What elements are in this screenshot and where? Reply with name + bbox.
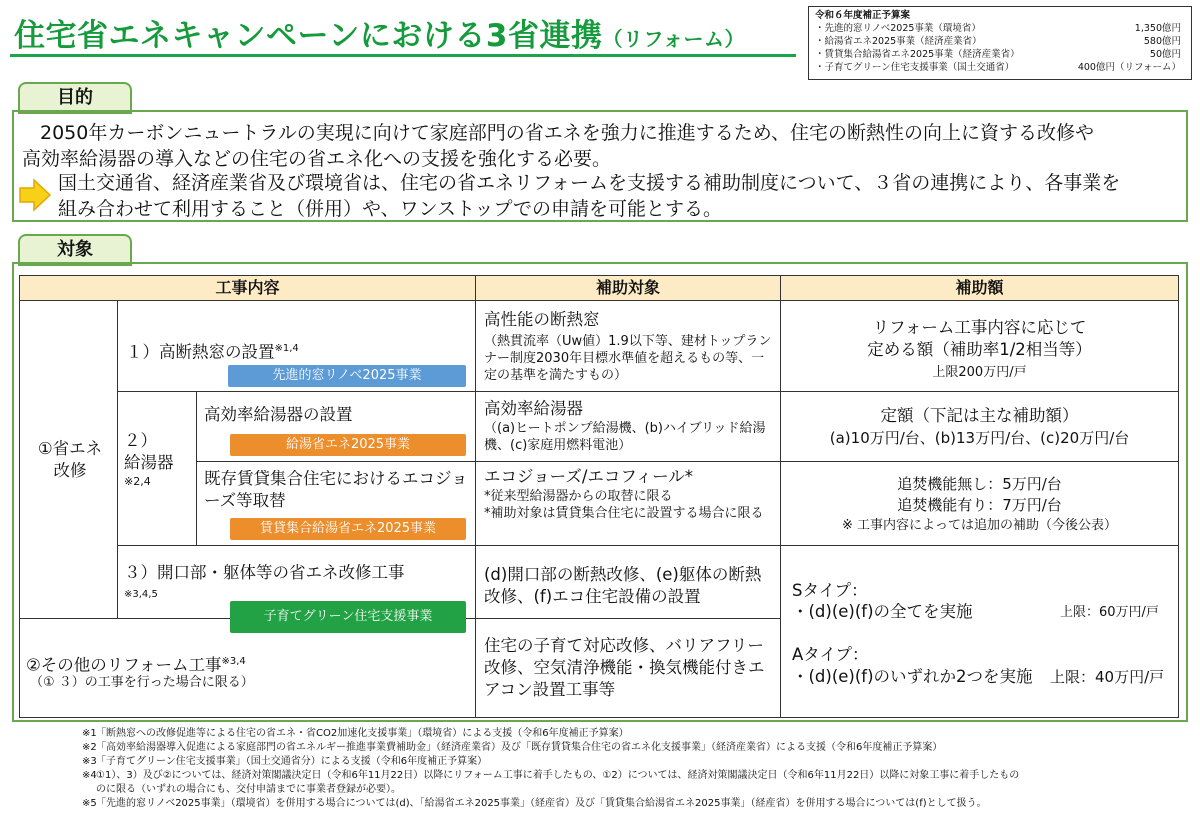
row4-note: （① ３）の工事を行った場合に限る） bbox=[30, 675, 254, 690]
target-tab: 対象 bbox=[18, 234, 132, 266]
badge-water-heater: 給湯省エネ2025事業 bbox=[230, 434, 466, 456]
purpose-line-1: 2050年カーボンニュートラルの実現に向けて家庭部門の省エネを強力に推進するため、住宅の断熱性の向上に資する改修や bbox=[40, 122, 1095, 144]
row3-subject: (d)開口部の断熱改修、(e)躯体の断熱改修、(f)エコ住宅設備の設置 bbox=[484, 565, 762, 606]
grid-line bbox=[19, 275, 20, 718]
row4-work: ②その他のリフォーム工事$^{※3,4}$ bbox=[26, 655, 246, 675]
footnote: ※3 「子育てグリーン住宅支援事業」（国土交通省分）による支援（令和6年度補正予算案） bbox=[82, 756, 488, 767]
row2b-work: 既存賃貸集合住宅におけるエコジョーズ等取替 bbox=[204, 469, 468, 510]
row1-work: １）高断熱窓の設置$^{※1,4}$ bbox=[126, 342, 299, 362]
row1-amount-3: 上限200万円/戸 bbox=[932, 365, 1027, 380]
footnote: ※2 「高効率給湯器導入促進による家庭部門の省エネルギー推進事業費補助金」（経済産業省）及び「既存賃貸集合住宅の省エネ化支援事業」（経済産業省）による支援（令和6年度補正予算案） bbox=[82, 742, 943, 753]
footnote: ※4 ①1）、3）及び②については、経済対策閣議決定日（令和6年11月22日）以降にリフォーム工事に着手したもの、①2）については、経済対策閣議決定日（令和6年11月22日）以降に対象工事に着手したもの bbox=[82, 770, 1020, 781]
badge-rental-water-heater: 賃貸集合給湯省エネ2025事業 bbox=[230, 518, 466, 540]
page-subtitle: （リフォーム） bbox=[602, 27, 745, 51]
s-type-limit: 上限：60万円/戸 bbox=[1060, 605, 1159, 620]
budget-heading: 令和６年度補正予算案 bbox=[815, 10, 911, 21]
row2a-subject-detail: （(a)ヒートポンプ給湯機、(b)ハイブリッド給湯機、(c)家庭用燃料電池） bbox=[484, 421, 766, 453]
grid-line bbox=[117, 545, 1179, 546]
header-work: 工事内容 bbox=[20, 276, 475, 300]
a-type-desc: ・(d)(e)(f)のいずれか2つを実施 bbox=[792, 667, 1033, 686]
row1-amount-1: リフォーム工事内容に応じて bbox=[872, 318, 1087, 337]
header-amount: 補助額 bbox=[781, 276, 1178, 300]
row2b-amount-1: 追焚機能無し：5万円/台 bbox=[897, 475, 1062, 493]
badge-window-renovation: 先進的窓リノベ2025事業 bbox=[228, 365, 466, 387]
row2b-subject-title: エコジョーズ/エコフィール* bbox=[484, 467, 694, 486]
row2a-subject-title: 高効率給湯器 bbox=[484, 399, 583, 418]
row2b-amount-2: 追焚機能有り：7万円/台 bbox=[897, 496, 1062, 514]
grid-line bbox=[117, 391, 1179, 392]
group2-label-2: 給湯器 bbox=[124, 453, 174, 472]
grid-line bbox=[196, 391, 197, 545]
row1-subject-title: 高性能の断熱窓 bbox=[484, 310, 600, 329]
grid-line bbox=[196, 461, 1179, 462]
badge-child-green-housing: 子育てグリーン住宅支援事業 bbox=[230, 601, 466, 633]
footnote: ※5 「先進的窓リノベ2025事業」（環境省）を併用する場合については(d)、「給湯省エネ2025事業」（経産省）及び「賃貸集合給湯省エネ2025事業」（経産省）を併用する場合については(f)として扱う。 bbox=[82, 798, 987, 809]
row1-subject-detail: （熱貫流率（Uw値）1.9以下等、建材トップランナー制度2030年目標水準値を超えるもの等、一定の基準を満たすもの） bbox=[484, 334, 772, 383]
grid-line bbox=[1178, 275, 1179, 718]
purpose-line-4: 組み合わせて利用すること（併用）や、ワンストップでの申請を可能とする。 bbox=[58, 198, 723, 220]
grid-line bbox=[19, 717, 1179, 718]
footnote: ※1 「断熱窓への改修促進等による住宅の省エネ・省CO2加速化支援事業」（環境省）による支援（令和6年度補正予算案） bbox=[82, 728, 629, 739]
group2-sup: ※2,4 bbox=[124, 475, 151, 488]
purpose-line-3: 国土交通省、経済産業省及び環境省は、住宅の省エネリフォームを支援する補助制度について、３省の連携により、各事業を bbox=[58, 172, 1121, 194]
page-title: 住宅省エネキャンペーンにおける3省連携（リフォーム） bbox=[14, 18, 745, 54]
s-type-label: Sタイプ： bbox=[792, 581, 868, 600]
row2b-subject-note-1: *従来型給湯器からの取替に限る bbox=[484, 489, 673, 504]
row2a-work: 高効率給湯器の設置 bbox=[204, 405, 353, 424]
s-type-desc: ・(d)(e)(f)の全てを実施 bbox=[792, 602, 973, 621]
grid-line bbox=[19, 300, 1179, 301]
group-energy-renovation: ①省エネ 改修 bbox=[37, 439, 103, 480]
row1-amount-2: 定める額（補助率1/2相当等） bbox=[867, 340, 1092, 359]
a-type-label: Aタイプ： bbox=[792, 645, 869, 664]
row4-subject: 住宅の子育て対応改修、バリアフリー改修、空気清浄機能・換気機能付きエアコン設置工事等 bbox=[484, 636, 765, 699]
purpose-line-2: 高効率給湯器の導入などの住宅の省エネ化への支援を強化する必要。 bbox=[22, 148, 612, 170]
row2a-amount-2: (a)10万円/台、(b)13万円/台、(c)20万円/台 bbox=[829, 429, 1130, 447]
right-arrow-icon bbox=[18, 178, 52, 212]
row2b-subject-note-2: *補助対象は賃貸集合住宅に設置する場合に限る bbox=[484, 506, 764, 521]
footnote: のに限る（いずれの場合にも、交付申請までに事業者登録が必要）。 bbox=[96, 784, 401, 795]
purpose-tab: 目的 bbox=[18, 82, 132, 114]
row2a-amount-1: 定額（下記は主な補助額） bbox=[880, 406, 1079, 425]
budget-box: 令和６年度補正予算案 ・先進的窓リノベ2025事業（環境省） 1,350億円 ・給湯省エネ2025事業（経済産業省） 580億円 ・賃貸集合給湯省エネ2025事業（経済産業省） 50億円 ・子育てグリーン住宅支援事業（国土交通省） 400億円（リフォーム） bbox=[808, 6, 1192, 80]
row3-work: ３）開口部・躯体等の省エネ改修工事$^{※3,4,5}$ bbox=[124, 563, 405, 600]
grid-line bbox=[19, 275, 1179, 276]
group2-label-1: ２） bbox=[124, 431, 157, 450]
row2b-amount-3: ※ 工事内容によっては追加の補助（今後公表） bbox=[841, 518, 1118, 533]
grid-line bbox=[475, 275, 476, 718]
title-underline bbox=[10, 54, 796, 57]
header-subject: 補助対象 bbox=[476, 276, 780, 300]
a-type-limit: 上限：40万円/戸 bbox=[1050, 668, 1165, 686]
grid-line bbox=[117, 300, 118, 618]
